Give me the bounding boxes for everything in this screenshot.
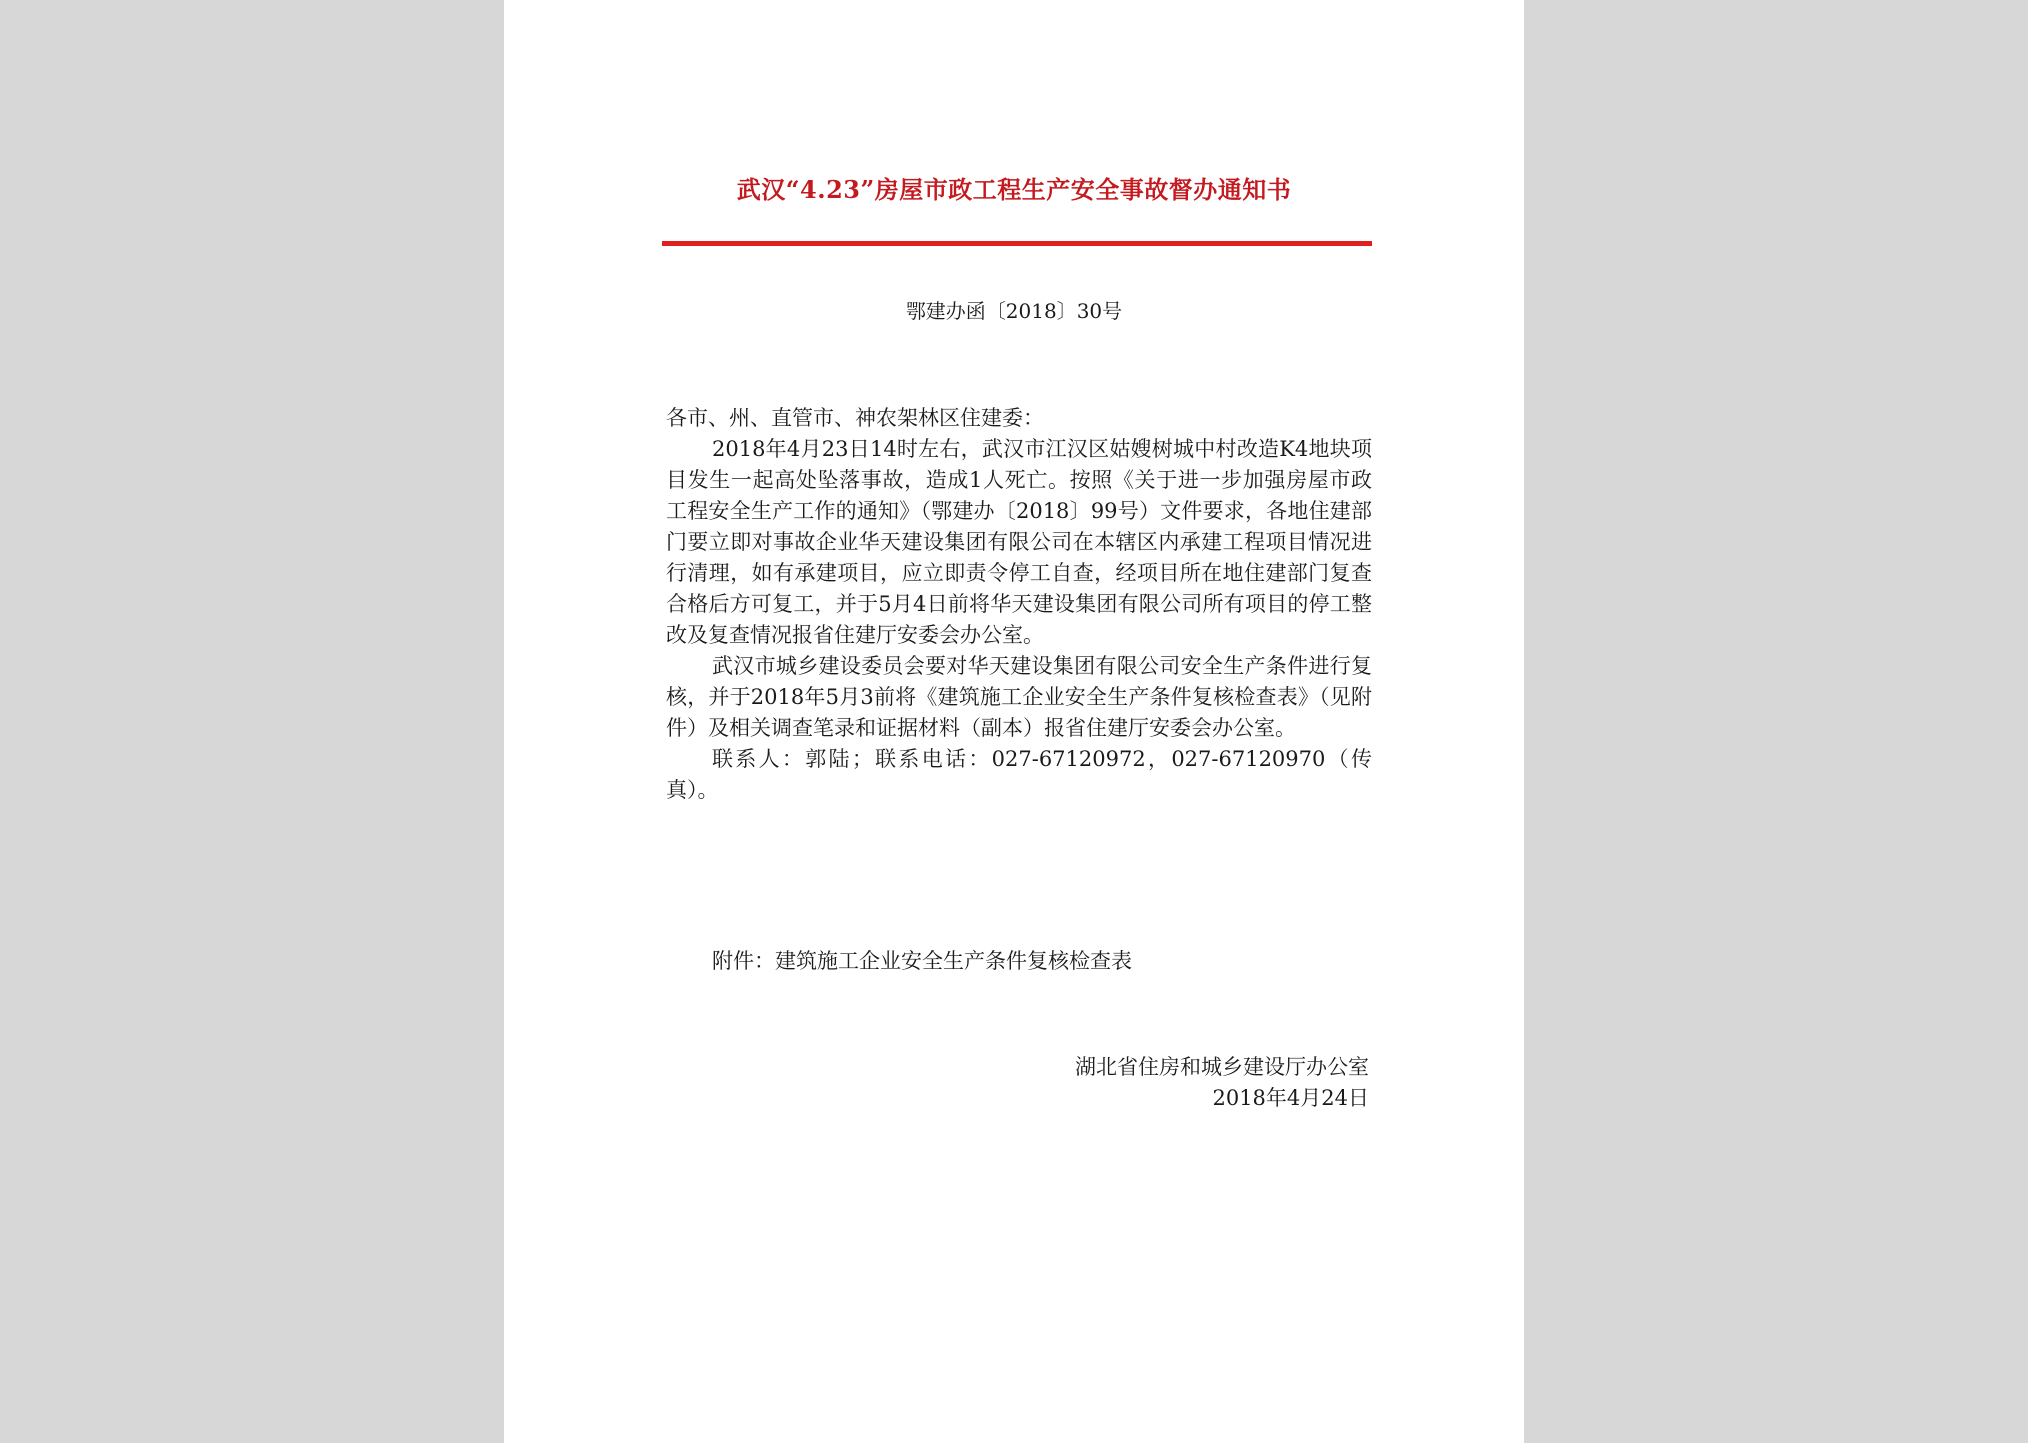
- paragraph-2: 武汉市城乡建设委员会要对华天建设集团有限公司安全生产条件进行复核，并于2018年5月3前将《建筑施工企业安全生产条件复核检查表》（见附件）及相关调查笔录和证据材料（副本）报省住建厅安委会办公室。: [666, 654, 1372, 740]
- attachment-note: 附件：建筑施工企业安全生产条件复核检查表: [712, 949, 1132, 973]
- document-number: 鄂建办函〔2018〕30号: [905, 299, 1123, 323]
- salutation: 各市、州、直管市、神农架林区住建委：: [666, 406, 1044, 430]
- issuer-name: 湖北省住房和城乡建设厅办公室: [1075, 1055, 1369, 1079]
- document-body: [666, 403, 1372, 806]
- issue-date: 2018年4月24日: [1212, 1086, 1369, 1110]
- signature-block: [1024, 1052, 1369, 1114]
- paragraph-1: 2018年4月23日14时左右，武汉市江汉区姑嫂树城中村改造K4地块项目发生一起高处坠落事故，造成1人死亡。按照《关于进一步加强房屋市政工程安全生产工作的通知》（鄂建办〔2018〕99号）文件要求，各地住建部门要立即对事故企业华天建设集团有限公司在本辖区内承建工程项目情况进行清理，如有承建项目，应立即责令停工自查，经项目所在地住建部门复查合格后方可复工，并于5月4日前将华天建设集团有限公司所有项目的停工整改及复查情况报省住建厅安委会办公室。: [666, 437, 1372, 647]
- paragraph-contact: 联系人：郭陆；联系电话：027-67120972，027-67120970（传真）。: [666, 747, 1372, 802]
- document-page: [504, 0, 1524, 1443]
- document-title: 武汉“4.23”房屋市政工程生产安全事故督办通知书: [736, 175, 1292, 204]
- red-divider: [662, 241, 1372, 246]
